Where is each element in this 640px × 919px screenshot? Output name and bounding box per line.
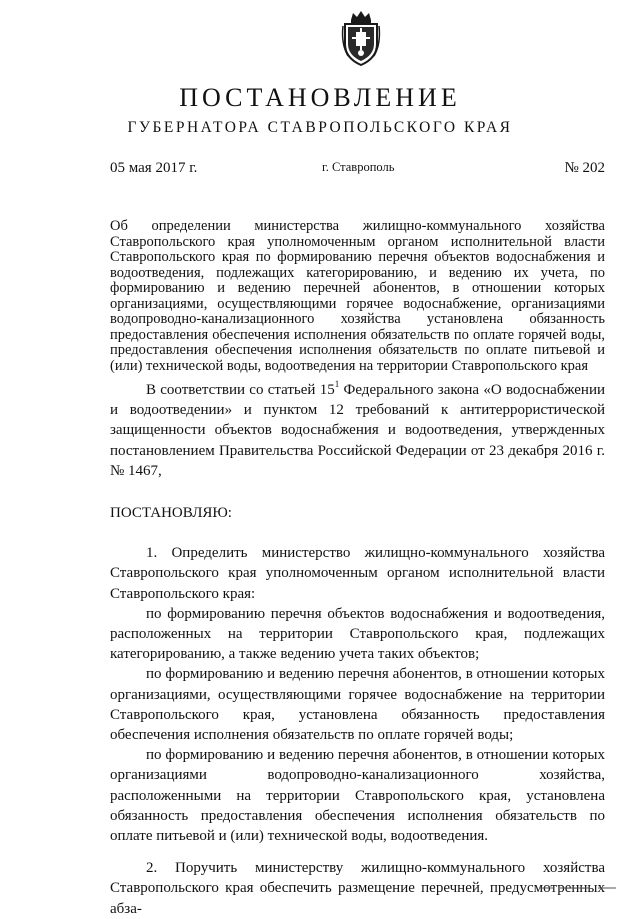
coat-of-arms-emblem [340, 10, 382, 68]
document-date: 05 мая 2017 г. [110, 160, 198, 176]
clause-2: 2. Поручить министерству жилищно-коммунального хозяйства Ставропольского края обеспечить размещение перечней, предусмотренных абза- [110, 860, 605, 917]
issuer-subtitle: ГУБЕРНАТОРА СТАВРОПОЛЬСКОГО КРАЯ [127, 119, 513, 136]
clause-1-subitem-objects: по формированию перечня объектов водоснабжения и водоотведения, расположенных на территории Ставропольского края, подлежащих категорированию, а также ведению учета таких объектов; [110, 605, 605, 663]
clause-1: 1. Определить министерство жилищно-коммунального хозяйства Ставропольского края уполномоченным органом исполнительной власти Ставропольского края: [110, 545, 605, 602]
document-city: г. Ставрополь [322, 160, 395, 174]
document-title: ПОСТАНОВЛЕНИЕ [179, 83, 461, 112]
clause-1-subitem-water-supply: по формированию и ведению перечня абонентов, в отношении которых организациями водопроводно-канализационного хозяйства, расположенными на территории Ставропольского края, установлена обязанность предоставления обеспечения исполнения обязательств по оплате питьевой и (или) технической воды, водоотведения. [110, 747, 605, 845]
document-number: № 202 [564, 160, 605, 176]
preamble-text-start: В соответствии со статьей 15 [146, 382, 335, 398]
footer-scan-marks [540, 885, 620, 891]
preamble-text-end: Федерального закона «О водоснабжении и водоотведении» и пунктом 12 требований к антитеррористической защищенности объектов водоснабжения и водоотведения, утвержденных постановлением Правительства Российской Федерации от 23 декабря 2016 г. № 1467, [110, 382, 605, 479]
article-superscript: 1 [334, 379, 340, 389]
decree-word: ПОСТАНОВЛЯЮ: [110, 505, 232, 522]
document-subject: Об определении министерства жилищно-коммунального хозяйства Ставропольского края уполномоченным органом исполнительной власти Ставропольского края по формированию перечня объектов водоснабжения и водоотведения, подлежащих категорированию, и ведению их учета, по формированию и ведению перечней абонентов, в отношении которых организациями, осуществляющими горячее водоснабжение, организациями водопроводно-канализационного хозяйства установлена обязанность предоставления обеспечения исполнения обязательств по оплате горячей воды, предоставления обеспечения исполнения обязательств по оплате питьевой и (или) технической воды, водоотведения на территории Ставропольского края [110, 218, 605, 374]
preamble-paragraph [110, 380, 605, 481]
document-body [110, 380, 605, 919]
clause-1-subitem-hot-water: по формированию и ведению перечня абонентов, в отношении которых организациями, осуществляющими горячее водоснабжение на территории Ставропольского края, установлена обязанность предоставления обеспечения исполнения обязательств по оплате горячей воды; [110, 666, 605, 744]
